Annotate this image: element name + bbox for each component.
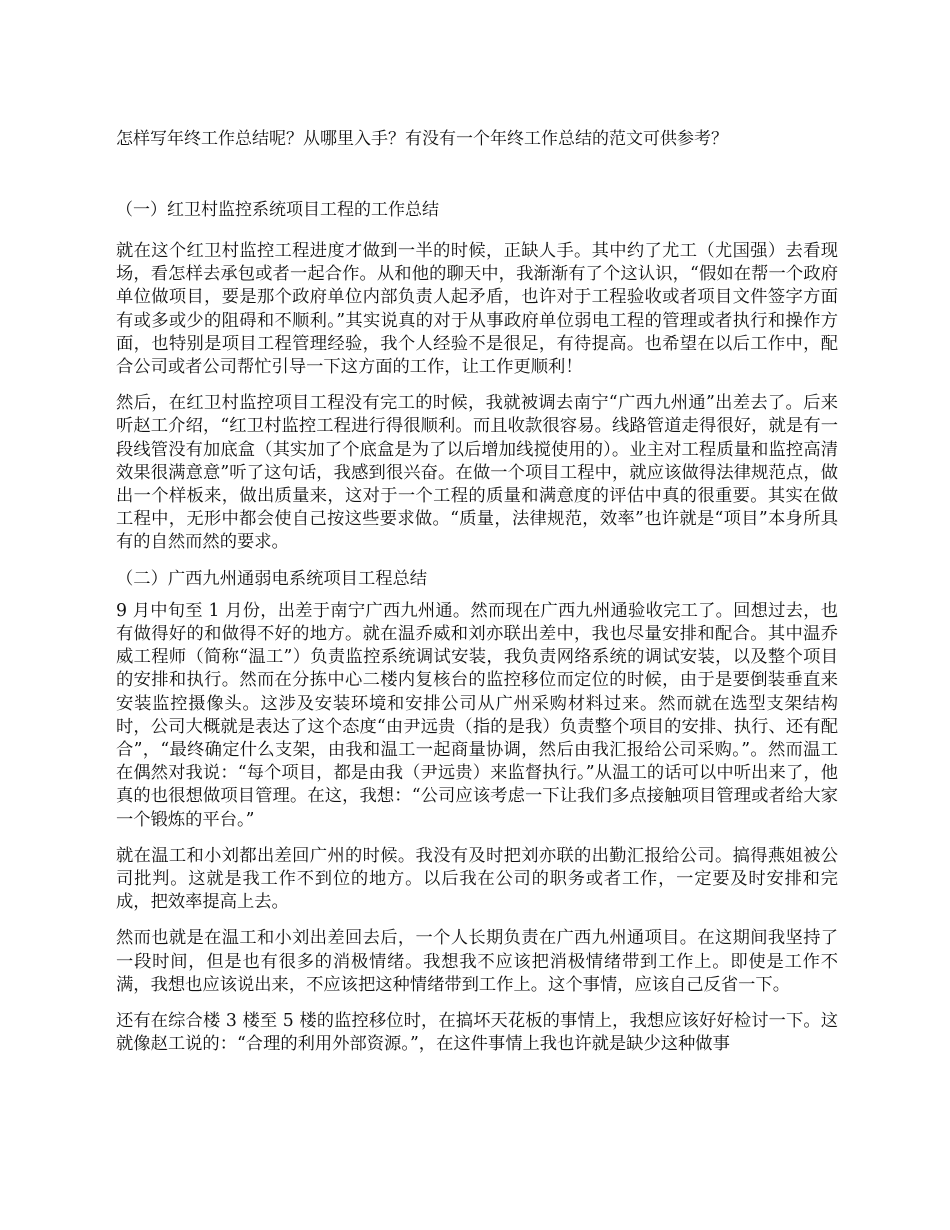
paragraph-2: 然后，在红卫村监控项目工程没有完工的时候，我就被调去南宁“广西九州通”出差去了。后来听赵工介绍，“红卫村监控工程进行得很顺利。而且收款很容易。线路管道走得很好，就是有一段线管没有加底盒（其实加了个底盒是为了以后增加线搅使用的）。业主对工程质量和监控高清效果很满意意”听了这句话，我感到很兴奋。在做一个项目工程中，就应该做得法律规范点，做出一个样板来，做出质量来，这对于一个工程的质量和满意度的评估中真的很重要。其实在做工程中，无形中都会使自己按这些要求做。“质量，法律规范，效率”也许就是“项目”本身所具有的自然而然的要求。 <box>116 393 838 553</box>
section-1-title: （一）红卫村监控系统项目工程的工作总结 <box>116 200 439 220</box>
intro-question: 怎样写年终工作总结呢？从哪里入手？有没有一个年终工作总结的范文可供参考？ <box>116 129 728 149</box>
paragraph-1: 就在这个红卫村监控工程进度才做到一半的时候，正缺人手。其中约了尤工（尤国强）去看现场，看怎样去承包或者一起合作。从和他的聊天中，我渐渐有了个这认识，“假如在帮一个政府单位做项目，要是那个政府单位内部负责人起矛盾，也许对于工程验收或者项目文件签字方面有或多或少的阻碍和不顺利。”其实说真的对于从事政府单位弱电工程的管理或者执行和操作方面，也特别是项目工程管理经验，我个人经验不是很足，有待提高。也希望在以后工作中，配合公司或者公司帮忙引导一下这方面的工作，让工作更顺利！ <box>116 241 838 378</box>
document-body <box>116 240 838 1070</box>
paragraph-3: 9 月中旬至 1 月份，出差于南宁广西九州通。然而现在广西九州通验收完工了。回想过去，也有做得好的和做得不好的地方。就在温乔威和刘亦联出差中，我也尽量安排和配合。其中温乔威工程师（简称“温工”）负责监控系统调试安装，我负责网络系统的调试安装，以及整个项目的安排和执行。然而在分拣中心二楼内复核台的监控移位而定位的时候，由于是要倒装垂直来安装监控摄像头。这涉及安装环境和安排公司从广州采购材料过来。然而就在选型支架结构时，公司大概就是表达了这个态度“由尹远贵（指的是我）负责整个项目的安排、执行、还有配合”，“最终确定什么支架，由我和温工一起商量协调，然后由我汇报给公司采购。”。然而温工在偶然对我说：“每个项目，都是由我（尹远贵）来监督执行。”从温工的话可以中听出来了，他真的也很想做项目管理。在这，我想：“公司应该考虑一下让我们多点接触项目管理或者给大家一个锻炼的平台。” <box>116 600 838 830</box>
paragraph-4: 就在温工和小刘都出差回广州的时候。我没有及时把刘亦联的出勤汇报给公司。搞得燕姐被公司批判。这就是我工作不到位的地方。以后我在公司的职务或者工作，一定要及时安排和完成，把效率提高上去。 <box>116 845 838 913</box>
paragraph-5: 然而也就是在温工和小刘出差回去后，一个人长期负责在广西九州通项目。在这期间我坚持了一段时间，但是也有很多的消极情绪。我想我不应该把消极情绪带到工作上。即使是工作不满，我想也应该说出来，不应该把这种情绪带到工作上。这个事情，应该自己反省一下。 <box>116 928 838 995</box>
paragraph-6: 还有在综合楼 3 楼至 5 楼的监控移位时，在搞坏天花板的事情上，我想应该好好检讨一下。这就像赵工说的：“合理的利用外部资源。”，在这件事情上我也许就是缺少这种做事 <box>116 1011 838 1055</box>
section-2-title: （二）广西九州通弱电系统项目工程总结 <box>116 568 428 589</box>
